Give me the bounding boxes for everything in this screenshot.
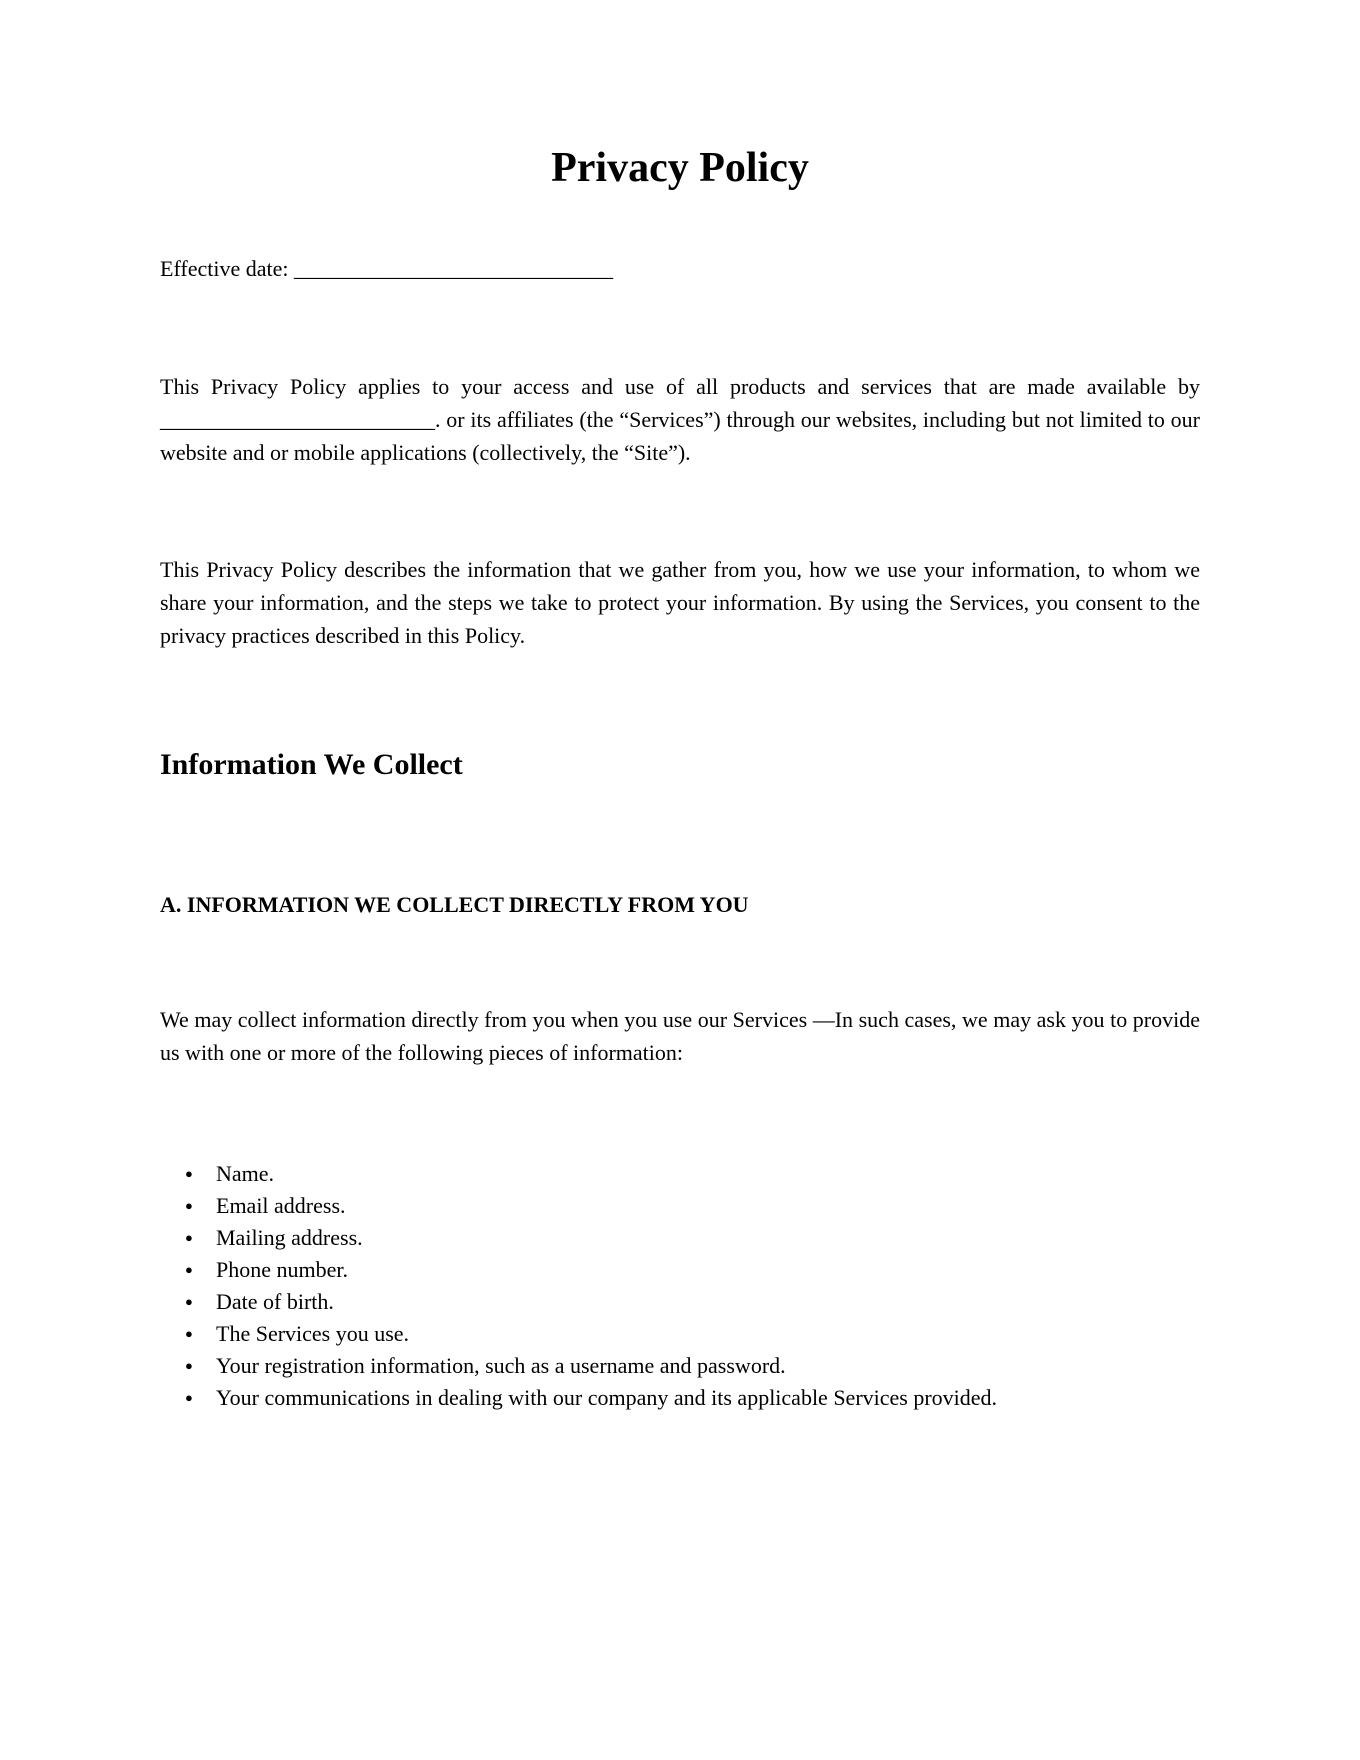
bullet-icon: ● — [185, 1326, 193, 1341]
bullet-icon: ● — [185, 1262, 193, 1277]
intro-paragraph-1-text-end: . or its affiliates (the “Services”) through our websites, including but not limited to our website and or mobile applications (collectively, the “Site”). — [160, 407, 1200, 465]
effective-date-label: Effective date: — [160, 256, 294, 281]
list-item-text: Your communications in dealing with our company and its applicable Services provided. — [216, 1385, 998, 1410]
company-name-blank: _________________________ — [160, 407, 435, 432]
list-item-services-you-use — [160, 1318, 1200, 1350]
list-item-text: Date of birth. — [216, 1289, 334, 1314]
list-item-text: The Services you use. — [216, 1321, 410, 1346]
intro-paragraph-1-text-start: This Privacy Policy applies to your access and use of all products and services that are made available by — [160, 374, 1200, 399]
section-heading-information-we-collect: Information We Collect — [160, 748, 463, 781]
list-item-text: Name. — [216, 1161, 275, 1186]
page-title: Privacy Policy — [551, 145, 809, 191]
subsection-a-intro-paragraph: We may collect information directly from you when you use our Services —In such cases, we may ask you to provide us with one or more of the following pieces of information: — [160, 1007, 1200, 1065]
list-item-mailing-address — [160, 1222, 1200, 1254]
list-item-text: Your registration information, such as a username and password. — [216, 1353, 786, 1378]
bullet-icon: ● — [185, 1390, 193, 1405]
bullet-icon: ● — [185, 1198, 193, 1213]
list-item-email-address — [160, 1190, 1200, 1222]
list-item-text: Email address. — [216, 1193, 346, 1218]
list-item-phone-number — [160, 1254, 1200, 1286]
list-item-name — [160, 1158, 1200, 1190]
list-item-registration-information — [160, 1350, 1200, 1382]
bullet-icon: ● — [185, 1166, 193, 1181]
list-item-communications — [160, 1382, 1200, 1414]
subsection-heading-a-information-directly-from-you: A. INFORMATION WE COLLECT DIRECTLY FROM YOU — [160, 892, 749, 917]
effective-date-blank: _____________________________ — [293, 256, 613, 281]
list-item-text: Phone number. — [216, 1257, 348, 1282]
bullet-icon: ● — [185, 1230, 193, 1245]
list-item-text: Mailing address. — [216, 1225, 363, 1250]
information-bullet-list — [160, 1158, 1200, 1414]
bullet-icon: ● — [185, 1294, 193, 1309]
intro-paragraph-2: This Privacy Policy describes the information that we gather from you, how we use your information, to whom we share your information, and the steps we take to protect your information. By using the Services, you consent to the privacy practices described in this Policy. — [160, 557, 1200, 648]
effective-date-line — [160, 252, 1200, 285]
bullet-icon: ● — [185, 1358, 193, 1373]
list-item-date-of-birth — [160, 1286, 1200, 1318]
intro-paragraph-1 — [160, 370, 1200, 469]
